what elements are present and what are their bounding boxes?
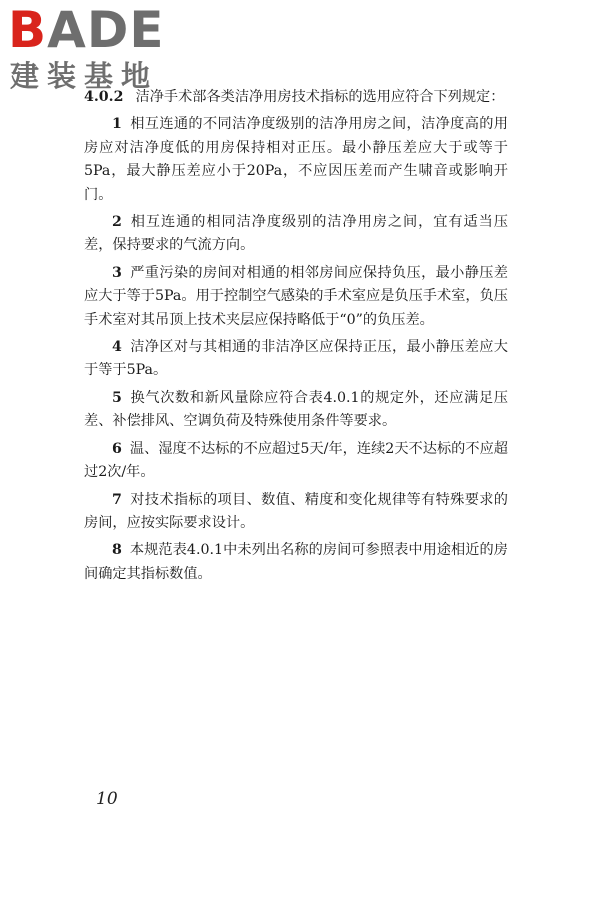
clause-number: 4.0.2	[84, 89, 124, 105]
item-text: 对技术指标的项目、数值、精度和变化规律等有特殊要求的房间，应按实际要求设计。	[84, 491, 508, 531]
item-number: 7	[112, 491, 122, 508]
logo-subtitle: 建装基地	[10, 59, 159, 93]
clause-text: 洁净手术部各类洁净用房技术指标的选用应符合下列规定：	[135, 89, 505, 105]
logo-accent-letter: B	[8, 1, 48, 59]
item-number: 4	[112, 339, 122, 356]
item-number: 5	[112, 389, 122, 406]
item-text: 本规范表4.0.1中未列出名称的房间可参照表中用途相近的房间确定其指标数值。	[84, 542, 508, 582]
item-text: 相互连通的相同洁净度级别的洁净用房之间，宜有适当压差，保持要求的气流方向。	[84, 214, 508, 254]
item-text: 温、湿度不达标的不应超过5天/年，连续2天不达标的不应超过2次/年。	[84, 440, 508, 481]
clause-item-1	[84, 113, 508, 207]
page-number: 10	[96, 789, 118, 809]
clause-4-0-2	[84, 86, 508, 109]
item-number: 1	[112, 116, 122, 133]
item-text: 严重污染的房间对相通的相邻房间应保持负压，最小静压差应大于等于5Pa。用于控制空气感染的手术室应是负压手术室，负压手术室对其吊顶上技术夹层应保持略低于“0”的负压差。	[84, 264, 508, 328]
bade-logo	[8, 1, 178, 96]
item-number: 6	[112, 440, 122, 457]
clause-item-5	[84, 387, 508, 434]
clause-item-4	[84, 336, 508, 383]
document-body	[84, 86, 508, 590]
clause-item-3	[84, 262, 508, 332]
item-text: 洁净区对与其相通的非洁净区应保持正压，最小静压差应大于等于5Pa。	[84, 339, 508, 379]
logo-word-rest: ADE	[47, 1, 165, 59]
item-number: 3	[112, 264, 122, 281]
logo-wordmark	[8, 1, 165, 59]
clause-item-6	[84, 438, 508, 485]
item-text: 相互连通的不同洁净度级别的洁净用房之间，洁净度高的用房应对洁净度低的用房保持相对正压。最小静压差应大于或等于5Pa，最大静压差应小于20Pa，不应因压差而产生啸音或影响开门。	[84, 116, 508, 203]
clause-item-7	[84, 489, 508, 536]
clause-item-8	[84, 539, 508, 586]
item-number: 2	[112, 214, 122, 231]
item-text: 换气次数和新风量除应符合表4.0.1的规定外，还应满足压差、补偿排风、空调负荷及特殊使用条件等要求。	[84, 389, 508, 430]
item-number: 8	[112, 542, 122, 559]
clause-item-2	[84, 211, 508, 258]
